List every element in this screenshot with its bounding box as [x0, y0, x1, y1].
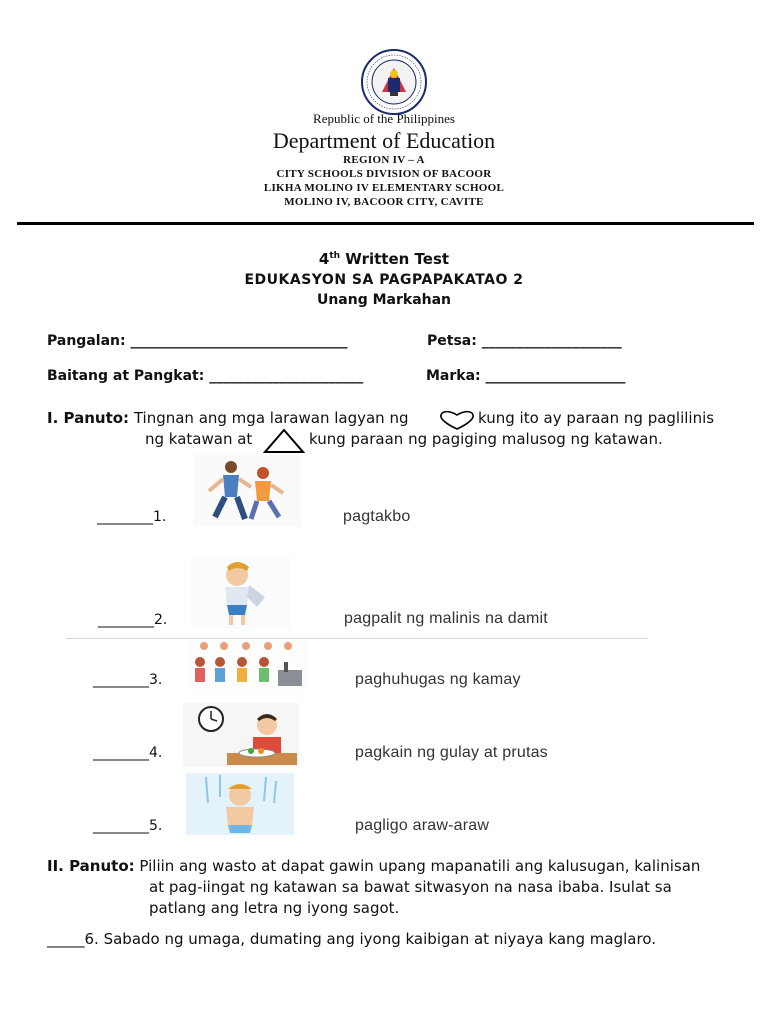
answer-blank-3[interactable]: ________3.: [93, 672, 163, 688]
part1-heading: I. Panuto:: [47, 409, 130, 427]
part2-line3: patlang ang letra ng iyong sagot.: [149, 899, 400, 917]
running-people-image: [193, 455, 301, 527]
division-text: CITY SCHOOLS DIVISION OF BACOOR: [276, 168, 492, 180]
quarter-title: Unang Markahan: [316, 292, 452, 308]
answer-blank-2[interactable]: ________2.: [98, 612, 168, 628]
changing-clothes-image: [191, 557, 291, 629]
part2-line1: II. Panuto: Piliin ang wasto at dapat gawin upang mapanatili ang kalusugan, kalinisan: [47, 857, 701, 875]
item-2-text: pagpalit ng malinis na damit: [344, 610, 548, 627]
republic-text: Republic of the Philippines: [313, 111, 455, 126]
answer-blank-5[interactable]: ________5.: [93, 818, 163, 834]
item-separator: [66, 638, 648, 639]
deped-seal-logo: [360, 48, 428, 116]
part2-heading: II. Panuto:: [47, 857, 135, 875]
school-address: MOLINO IV, BACOOR CITY, CAVITE: [284, 196, 484, 208]
bathing-image: [186, 773, 294, 835]
school-name: LIKHA MOLINO IV ELEMENTARY SCHOOL: [263, 182, 505, 194]
part2-line2: at pag-iingat ng katawan sa bawat sitwasyon na nasa ibaba. Isulat sa: [149, 878, 672, 896]
washing-hands-image: [190, 640, 306, 694]
item-3-text: paghuhugas ng kamay: [355, 671, 521, 688]
date-field[interactable]: Petsa: ____________________: [427, 333, 622, 349]
answer-blank-4[interactable]: ________4.: [93, 745, 163, 761]
item-4-text: pagkain ng gulay at prutas: [355, 744, 548, 761]
part1-line1-end: kung ito ay paraan ng paglilinis: [478, 409, 715, 427]
department-title: Department of Education: [272, 128, 496, 153]
answer-blank-1[interactable]: ________1.: [97, 509, 167, 525]
part1-line2-start: ng katawan at: [145, 430, 253, 448]
region-text: REGION IV – A: [343, 154, 425, 166]
triangle-icon: [263, 428, 305, 454]
part1-line1: I. Panuto: Tingnan ang mga larawan lagyan ng: [47, 409, 409, 427]
part1-line2-end: kung paraan ng pagiging malusog ng katawan.: [309, 430, 663, 448]
eating-vegetables-image: [183, 703, 299, 767]
item-5-text: pagligo araw-araw: [355, 817, 490, 834]
heart-icon: [438, 409, 476, 431]
item-1-text: pagtakbo: [343, 508, 411, 525]
grade-section-field[interactable]: Baitang at Pangkat: ______________________: [47, 368, 364, 384]
name-field[interactable]: Pangalan: _______________________________: [47, 333, 348, 349]
header-divider: [17, 222, 754, 225]
subject-title: EDUKASYON SA PAGPAPAKATAO 2: [244, 272, 524, 288]
question-6[interactable]: _____6. Sabado ng umaga, dumating ang iyong kaibigan at niyaya kang maglaro.: [47, 930, 657, 948]
test-title: 4th Written Test: [318, 250, 450, 268]
score-field[interactable]: Marka: ____________________: [426, 368, 626, 384]
